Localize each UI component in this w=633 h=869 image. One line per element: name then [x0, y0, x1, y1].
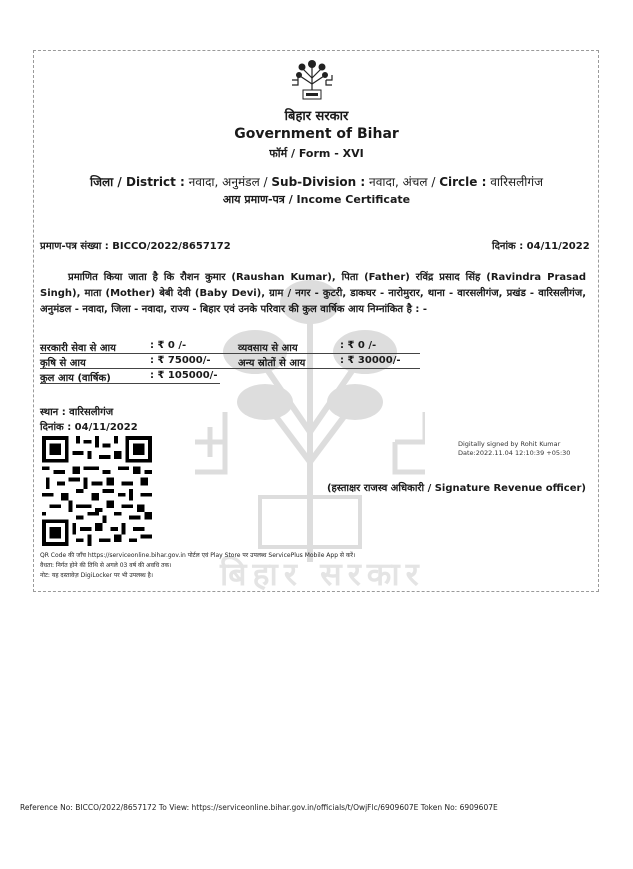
certificate-date: दिनांक : 04/11/2022	[492, 241, 590, 252]
digital-signature-signer: Digitally signed by Rohit Kumar	[458, 440, 561, 448]
other-sources-label: अन्य स्रोतों से आय	[238, 358, 306, 369]
bihar-emblem-icon	[290, 56, 334, 102]
other-sources-value: : ₹ 30000/-	[340, 355, 401, 366]
state-name-english: Government of Bihar	[234, 126, 399, 142]
subdivision-label: Sub-Division :	[271, 175, 366, 189]
watermark-text: बिहार सरकार	[220, 555, 425, 593]
income-rule	[40, 353, 420, 354]
district-line	[0, 173, 633, 190]
total-income-label: कुल आय (वार्षिक)	[40, 373, 111, 384]
circle-label: Circle :	[439, 175, 487, 189]
issue-place: स्थान : वारिसलीगंज	[40, 407, 114, 418]
govt-service-value: : ₹ 0 /-	[150, 340, 187, 351]
total-income-value: : ₹ 105000/-	[150, 370, 218, 381]
digital-signature-date: Date:2022.11.04 12:10:39 +05:30	[458, 449, 571, 457]
state-name-hindi: बिहार सरकार	[284, 109, 349, 124]
issue-date: दिनांक : 04/11/2022	[40, 422, 138, 433]
certificate-number: प्रमाण-पत्र संख्या : BICCO/2022/8657172	[40, 241, 231, 252]
income-rule	[40, 368, 420, 369]
certificate-title: आय प्रमाण-पत्र / Income Certificate	[222, 193, 411, 206]
qr-code[interactable]	[40, 436, 154, 546]
digital-signature	[458, 440, 570, 458]
footer-note: वैधता: निर्गत होने की तिथि से अगले 03 वर्ष की अवधि तक।	[40, 562, 172, 569]
business-value: : ₹ 0 /-	[340, 340, 377, 351]
income-rule	[40, 383, 220, 384]
reference-line: Reference No: BICCO/2022/8657172 To View: https://serviceonline.bihar.gov.in/officials/t/OwjFlc/6909607E Token No: 6909607E	[20, 803, 498, 812]
footer-note: QR Code की जाँच https://serviceonline.bihar.gov.in पोर्टल एवं Play Store पर उपलब्ध ServicePlus Mobile App से करें।	[40, 552, 356, 559]
business-label: व्यवसाय से आय	[238, 343, 298, 354]
footer-note: नोट: यह दस्तावेज़ DigiLocker पर भी उपलब्ध है।	[40, 572, 154, 579]
circle-value: वारिसलीगंज	[490, 175, 544, 189]
agriculture-label: कृषि से आय	[40, 358, 86, 369]
district-label: जिला / District :	[89, 175, 185, 189]
certification-text: प्रमाणित किया जाता है कि रौशन कुमार (Raushan Kumar), पिता (Father) रविंद्र प्रसाद सिंह (Ravindra Prasad Singh), माता (Mother) बेबी देवी (Baby Devi), ग्राम / नगर - कुटरी, डाकघर - नारोमुरार, थाना - वारसलीगंज, प्रखंड - वारिसलीगंज, अनुमंडल - नवादा, जिला - नवादा, राज्य - बिहार एवं उनके परिवार की कुल वार्षिक आय निम्नांकित है : -	[40, 272, 586, 315]
govt-service-label: सरकारी सेवा से आय	[40, 343, 116, 354]
signature-label: (हस्ताक्षर राजस्व अधिकारी / Signature Revenue officer)	[326, 483, 586, 494]
subdivision-value: नवादा, अंचल /	[369, 175, 440, 189]
agriculture-value: : ₹ 75000/-	[150, 355, 211, 366]
form-number: फॉर्म / Form - XVI	[269, 147, 364, 160]
district-value: नवादा, अनुमंडल /	[188, 175, 272, 189]
